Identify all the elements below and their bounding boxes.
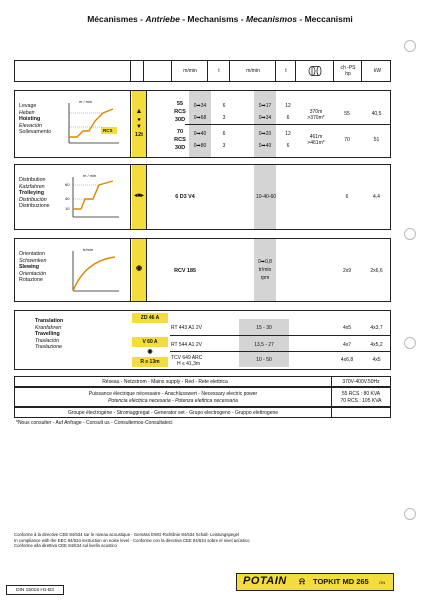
hoist-speed: 0➡20 — [258, 131, 272, 137]
travel-ps: 4x5 — [342, 325, 352, 331]
section-travelling — [14, 310, 391, 370]
travel-kw: 4x5,2 — [370, 342, 383, 348]
hoist-height-1: 370m — [309, 109, 323, 115]
trolley-kw: 4,4 — [373, 194, 380, 200]
trolleying-speed-graph — [63, 173, 123, 223]
din-reference: DIN 15018 H1-B3 — [6, 585, 64, 595]
hoisting-capacity: 12t — [135, 132, 143, 138]
header-drum-icon — [295, 61, 334, 81]
hoist-ps-2: 70 — [344, 137, 350, 143]
supply-network-value: 370V-400V.50Hz — [342, 379, 380, 385]
hoist-height-2b: >461m* — [307, 140, 325, 146]
slewing-rotate-icon: ◉ — [135, 265, 143, 272]
travel-motor: TCV 649 ARC — [171, 355, 203, 361]
hoist-speed: 0➡80 — [193, 143, 207, 149]
hoist-ps-1: 55 — [344, 111, 350, 117]
trolley-ps: 6 — [345, 194, 349, 200]
trolley-speeds: 10-40-60 — [255, 194, 276, 200]
brand-mark-icon: ⍾ — [299, 576, 305, 586]
hoist-load: 3 — [222, 143, 226, 149]
travel-badge: V 60 A — [142, 339, 158, 345]
header-load-2: t — [275, 61, 296, 81]
hoist-down-icon: ▼ — [136, 124, 142, 130]
slewing-unit: tr/min — [258, 267, 272, 273]
header-blank — [130, 61, 144, 81]
header-power-ps: ch -PS hp — [333, 61, 362, 81]
trolleying-labels: Distribution Katzfahren Trolleying Distribución Distribuzione — [19, 177, 50, 210]
hoist-speed: 0➡34 — [258, 115, 272, 121]
hoisting-speed-graph — [63, 99, 123, 149]
brand-logo: POTAIN — [243, 575, 287, 587]
travelling-labels: Translation Kranfahren Travelling Traslación Traslazione — [35, 318, 64, 351]
page-title: Mécanismes - Antriebe - Mechanisms - Mecanismos - Meccanismi — [87, 14, 353, 24]
punch-hole — [404, 337, 416, 349]
section-trolleying — [14, 164, 391, 230]
consult-note: *Nous consulter - Auf Anfrage - Consult us - Consultemos-Consultateci — [16, 420, 173, 426]
header-load-1: t — [207, 61, 230, 81]
slewing-graph-label: tr/min — [83, 247, 93, 252]
table-header — [14, 60, 391, 82]
header-speed-1: m/min — [171, 61, 208, 81]
travel-badge: R ≥ 13m — [140, 359, 160, 365]
generator-label: Groupe électrogène - Stromaggregat - Generator set - Grupo electrogeno - Gruppo elettrogene — [67, 410, 279, 416]
travel-rail-icon: ◉ — [147, 349, 153, 355]
hoist-motor-1: 55 RCS 30D — [174, 101, 186, 123]
slewing-unit: rpm — [260, 275, 270, 281]
travel-kw: 4x5 — [372, 357, 381, 363]
travel-badge: ZD 46 A — [140, 315, 160, 321]
hoist-load: 6 — [222, 103, 226, 109]
slewing-motor: RCV 185 — [174, 268, 196, 274]
generator-row — [14, 407, 391, 418]
travel-kw: 4x3,7 — [370, 325, 383, 331]
slewing-kw: 2x6,6 — [370, 268, 383, 274]
hoisting-graph-tag: RCS — [103, 128, 113, 133]
hoist-speed: 0➡34 — [193, 103, 207, 109]
hoist-speed: 0➡68 — [193, 115, 207, 121]
power-label-es: Potencia eléctrica necesaria - Potenza elettrica necessaria — [108, 398, 238, 404]
header-blank — [143, 61, 172, 81]
supply-row — [14, 376, 391, 387]
trolleying-tick: 60 — [65, 182, 70, 187]
power-row — [14, 387, 391, 407]
travel-ps: 4x7 — [342, 342, 352, 348]
punch-hole — [404, 228, 416, 240]
hoist-load: 6 — [222, 131, 226, 137]
hoist-dot-icon: ● — [137, 117, 141, 123]
travel-speed: 15 - 30 — [256, 325, 272, 331]
hoist-kw-1: 40,5 — [371, 111, 382, 117]
punch-hole — [404, 40, 416, 52]
trolleying-graph-label: m / min — [83, 173, 97, 178]
compliance-text: Conforme à la directive CEE 84/534 sur le niveau acoustique - Gemäss EWG-Richtlinie 84/534 Schall- Leistungspegel In compliance with the EEC 84/534 instruction on noise level - Conforme con la directiva CEE 84/534 sobre el nivel acústico Conforme alla direttiva CEE 84/534 sul livello acustico — [14, 532, 250, 549]
hoist-load: 6 — [286, 115, 290, 121]
hoist-load: 3 — [222, 115, 226, 121]
travel-motor-height: H ≤ 41,3m — [177, 361, 201, 367]
hoist-speed: 0➡40 — [193, 131, 207, 137]
hoist-arrow-icon: ▲ — [135, 108, 143, 115]
travel-motor: RT 443 A1 2V — [171, 325, 202, 331]
hoist-motor-2: 70 RCS 30D — [174, 129, 186, 151]
slewing-speed-graph — [63, 247, 123, 297]
hoist-load: 12 — [285, 131, 291, 137]
trolleying-tick: 40 — [65, 196, 70, 201]
travel-speed: 10 - 50 — [256, 357, 272, 363]
hoist-height-2: 461m — [309, 134, 323, 140]
header-speed-2: m/min — [229, 61, 276, 81]
travel-ps: 4x6,8 — [340, 357, 354, 363]
brand-banner — [236, 573, 394, 591]
section-hoisting — [14, 90, 391, 158]
slewing-speed: 0➡0,8 — [258, 259, 272, 265]
hoisting-graph-label: m / min — [79, 99, 93, 104]
trolleying-tick: 10 — [65, 206, 70, 211]
header-power-kw: kW — [361, 61, 393, 81]
trolley-arrows-icon: ◂■▸ — [134, 193, 144, 199]
hoist-speed: 0➡17 — [258, 103, 272, 109]
travel-motor: RT 544 A1 2V — [171, 342, 202, 348]
model-name: TOPKIT MD 265 — [313, 577, 369, 586]
hoisting-labels: Levage Heben Hoisting Elevación Sollevamento — [19, 103, 52, 136]
slewing-ps: 2x9 — [342, 268, 352, 274]
hoist-kw-2: 51 — [373, 137, 380, 143]
travel-speed: 13,5 - 27 — [254, 342, 274, 348]
slewing-labels: Orientation Schwenken Slewing Orientación Rotazione — [19, 251, 47, 284]
trolley-motor: 6 D3 V4 — [175, 194, 195, 200]
power-label: Puissance électrique nécessaire - Anschlusswert - Necessary electric power — [88, 391, 258, 397]
hoist-height-1b: >370m* — [307, 115, 325, 121]
supply-network-label: Réseau - Netzstrom - Mains supply - Red - Rete elettrica — [102, 379, 228, 385]
power-value: 70 RCS : 105 KVA — [340, 398, 382, 404]
model-suffix: ON — [379, 580, 385, 585]
hoist-load: 6 — [286, 143, 290, 149]
section-slewing — [14, 238, 391, 302]
hoist-speed: 0➡40 — [258, 143, 272, 149]
hoist-load: 12 — [285, 103, 291, 109]
power-value: 55 RCS : 80 KVA — [341, 391, 381, 397]
punch-hole — [404, 508, 416, 520]
